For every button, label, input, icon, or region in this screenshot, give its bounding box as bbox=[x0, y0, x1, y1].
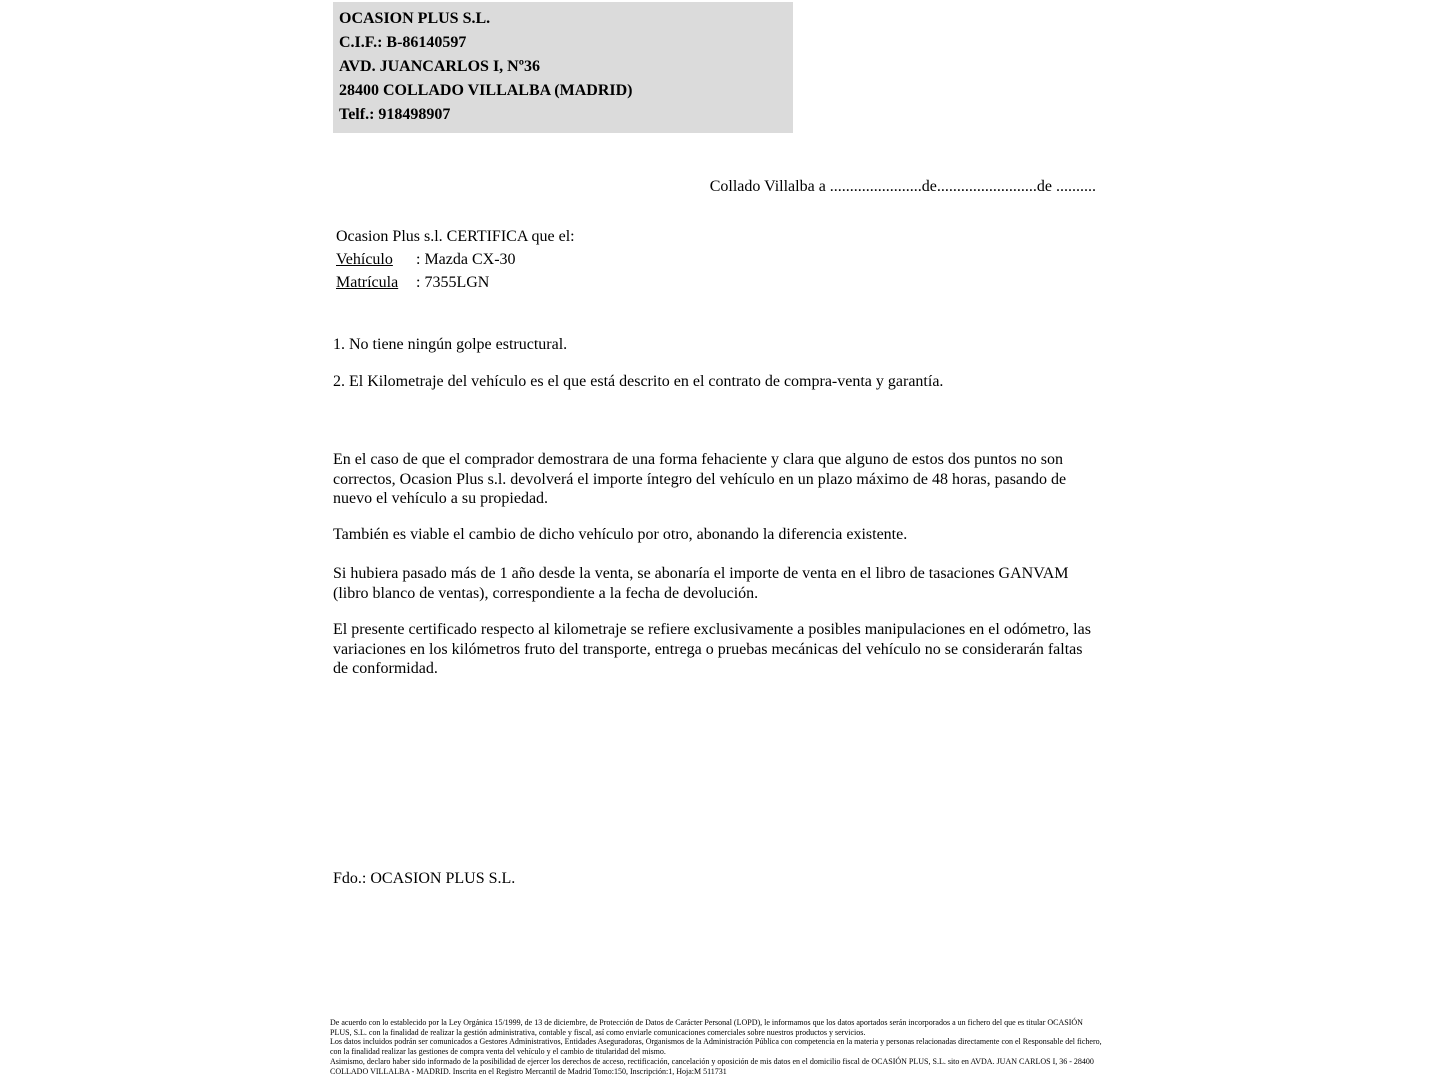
vehicle-label: Vehículo bbox=[336, 251, 393, 268]
company-cif: C.I.F.: B-86140597 bbox=[339, 34, 467, 51]
company-header-box bbox=[333, 2, 793, 133]
paragraph-ganvam: Si hubiera pasado más de 1 año desde la venta, se abonaría el importe de venta en el libro de tasaciones GANVAM (libro blanco de ventas), correspondiente a la fecha de devolución. bbox=[333, 565, 1069, 602]
company-city: 28400 COLLADO VILLALBA (MADRID) bbox=[339, 82, 633, 99]
plate-value: : 7355LGN bbox=[416, 274, 490, 291]
plate-row bbox=[336, 271, 1096, 294]
legal-footer-paragraph-lopd: De acuerdo con lo establecido por la Ley Orgánica 15/1999, de 13 de diciembre, de Protección de Datos de Carácter Personal (LOPD), le informamos que los datos aportados serán incorporados a un fichero del que es titular OCASIÓN PLUS, S.L. con la finalidad de realizar la gestión administrativa, contable y fiscal, así como enviarle comunicaciones comerciales sobre nuestros productos y servicios. bbox=[330, 1018, 1083, 1037]
document-body bbox=[333, 0, 1096, 889]
paragraph-refund: En el caso de que el comprador demostrara de una forma fehaciente y clara que alguno de estos dos puntos no son correctos, Ocasion Plus s.l. devolverá el importe íntegro del vehículo en un plazo máximo de 48 horas, pasando de nuevo el vehículo a su propiedad. bbox=[333, 451, 1067, 507]
certificate-point-1: 1. No tiene ningún golpe estructural. bbox=[333, 336, 568, 353]
certify-block bbox=[333, 225, 1096, 294]
legal-footer-paragraph-data-sharing: Los datos incluidos podrán ser comunicados a Gestores Administrativos, Entidades Aseguradoras, Organismos de la Administración Pública con competencia en la materia y personas relacionadas directamente con el Responsable del fichero, con la finalidad realizar las gestiones de compra venta del vehículo y el cambio de titularidad del mismo. bbox=[330, 1037, 1102, 1057]
signature-line: Fdo.: OCASION PLUS S.L. bbox=[333, 869, 516, 887]
certify-intro: Ocasion Plus s.l. CERTIFICA que el: bbox=[336, 228, 575, 245]
plate-label: Matrícula bbox=[336, 274, 399, 291]
company-address: AVD. JUANCARLOS I, Nº36 bbox=[339, 58, 541, 75]
company-phone: Telf.: 918498907 bbox=[339, 106, 451, 123]
vehicle-row bbox=[336, 248, 1096, 271]
vehicle-value: : Mazda CX-30 bbox=[416, 251, 516, 268]
paragraph-odometer: El presente certificado respecto al kilometraje se refiere exclusivamente a posibles manipulaciones en el odómetro, las variaciones en los kilómetros fruto del transporte, entrega o pruebas mecánicas del vehículo no se considerarán faltas de conformidad. bbox=[333, 621, 1091, 677]
legal-footer-paragraph-rights: Asimismo, declaro haber sido informado de la posibilidad de ejercer los derechos de acceso, rectificación, cancelación y oposición de mis datos en el domicilio fiscal de OCASIÓN PLUS, S.L. sito en AVDA. JUAN CARLOS I, 36 - 28400 COLLADO VILLALBA - MADRID. Inscrita en el Registro Mercantil de Madrid Tomo:150, Inscripción:1, Hoja:M 511731 bbox=[330, 1056, 1094, 1076]
certificate-point-2: 2. El Kilometraje del vehículo es el que está descrito en el contrato de compra-venta y garantía. bbox=[333, 373, 944, 390]
paragraph-exchange: También es viable el cambio de dicho vehículo por otro, abonando la diferencia existente. bbox=[333, 525, 908, 543]
legal-footer bbox=[330, 1018, 1102, 1076]
company-name: OCASION PLUS S.L. bbox=[339, 10, 491, 27]
date-line: Collado Villalba a .......................de.........................de .......... bbox=[709, 178, 1096, 195]
